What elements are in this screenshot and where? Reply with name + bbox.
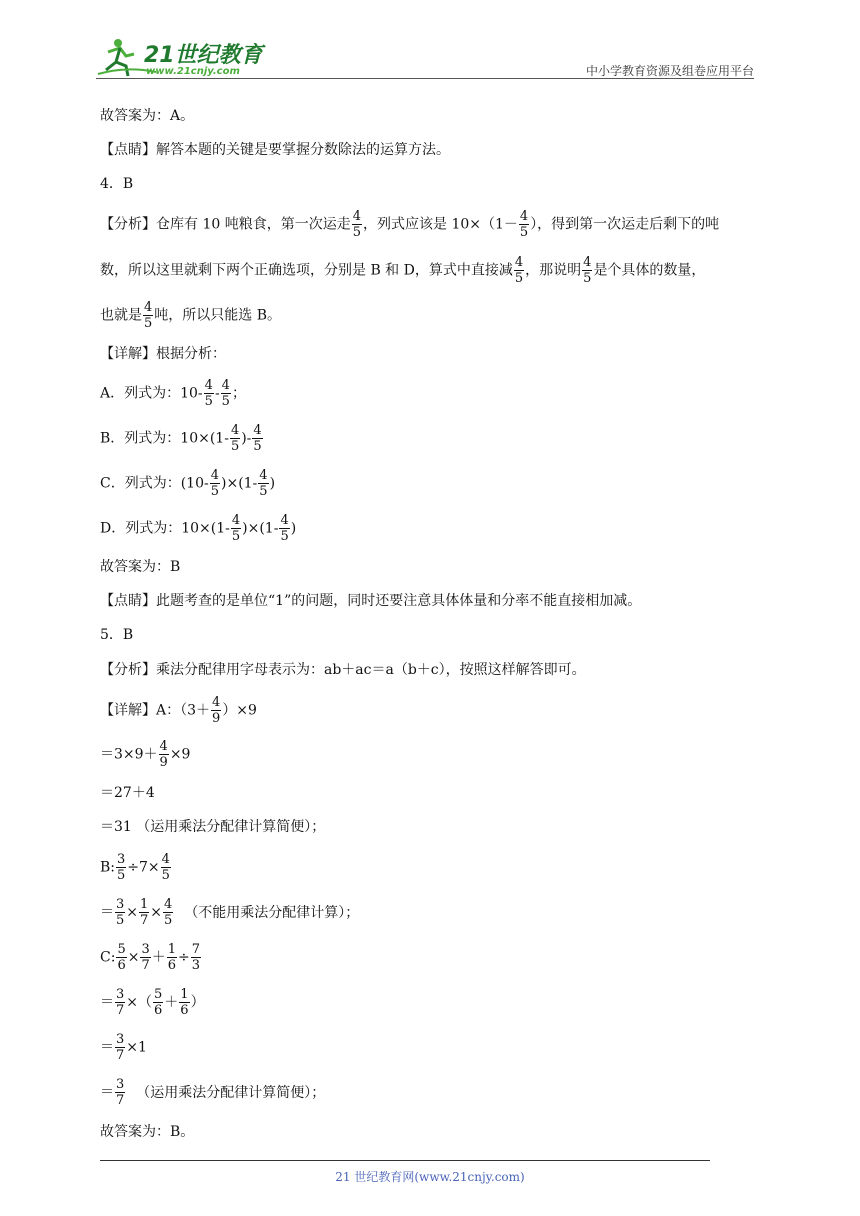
fraction: $\frac{5}{6}$ bbox=[117, 942, 126, 973]
logo-url: www.21cnjy.com bbox=[146, 66, 240, 77]
math-line: B: $\frac{3}{5}$ ÷7× $\frac{4}{5}$ bbox=[100, 852, 170, 883]
text: ，列式应该是 10×（1－ bbox=[363, 216, 518, 233]
fraction: $\frac{4}{5}$ bbox=[253, 423, 262, 454]
analysis-line bbox=[100, 255, 705, 286]
text: 数，所以这里就剩下两个正确选项，分别是 B 和 D，算式中直接减 bbox=[100, 262, 513, 279]
question-number: 4．B bbox=[100, 176, 134, 192]
text: 【分析】仓库有 10 吨粮食，第一次运走 bbox=[100, 216, 351, 233]
math-line: ＝ $\frac{3}{7}$ （运用乘法分配律计算简便）； bbox=[100, 1077, 326, 1108]
fraction: $\frac{4}{5}$ bbox=[583, 255, 592, 286]
fraction: $\frac{7}{3}$ bbox=[191, 942, 201, 973]
text: ，那说明 bbox=[525, 262, 582, 279]
text-line: 【点睛】此题考查的是单位“1”的问题，同时还要注意具体体量和分率不能直接相加减。 bbox=[100, 593, 642, 609]
fraction: $\frac{4}{5}$ bbox=[161, 852, 170, 883]
fraction: $\frac{4}{5}$ bbox=[210, 468, 219, 499]
logo-text: 21世纪教育 bbox=[144, 43, 263, 68]
question-number: 5．B bbox=[100, 627, 134, 643]
math-line: 【详解】A：（3＋ $\frac{4}{9}$ ）×9 bbox=[100, 695, 257, 726]
fraction: $\frac{4}{5}$ bbox=[231, 513, 241, 544]
fraction: $\frac{4}{9}$ bbox=[212, 695, 221, 726]
fraction: $\frac{3}{7}$ bbox=[116, 1077, 125, 1108]
fraction: $\frac{4}{5}$ bbox=[144, 300, 153, 331]
fraction: $\frac{4}{5}$ bbox=[514, 255, 524, 286]
fraction: $\frac{4}{5}$ bbox=[259, 468, 268, 499]
fraction: $\frac{4}{5}$ bbox=[352, 209, 361, 240]
fraction: $\frac{4}{5}$ bbox=[164, 897, 173, 928]
text: 也就是 bbox=[100, 307, 142, 324]
math-line: ＝ $\frac{3}{5}$ × $\frac{1}{7}$ × $\frac{4}{5}$ （不能用乘法分配律计算）； bbox=[100, 897, 360, 928]
fraction: $\frac{1}{7}$ bbox=[140, 897, 149, 928]
math-line: ＝31 （运用乘法分配律计算简便）； bbox=[100, 819, 326, 835]
analysis-line bbox=[100, 300, 281, 331]
math-line: ＝ $\frac{3}{7}$ ×1 bbox=[100, 1032, 147, 1063]
fraction: $\frac{4}{5}$ bbox=[519, 209, 529, 240]
text-line: 故答案为：B bbox=[100, 559, 181, 575]
math-line: ＝27＋4 bbox=[100, 785, 155, 801]
fraction: $\frac{1}{6}$ bbox=[180, 987, 189, 1018]
header-rule bbox=[96, 78, 754, 79]
text-line: 【分析】乘法分配律用字母表示为：ab＋ac＝a（b＋c），按照这样解答即可。 bbox=[100, 662, 586, 678]
footer-link[interactable]: 21 世纪教育网(www.21cnjy.com) bbox=[335, 1170, 525, 1184]
site-logo bbox=[96, 36, 266, 80]
math-line: C: $\frac{5}{6}$ × $\frac{3}{7}$ ＋ $\frac{1}{6}$ ÷ $\frac{7}{3}$ bbox=[100, 942, 201, 973]
fraction: $\frac{5}{6}$ bbox=[154, 987, 163, 1018]
text: ），得到第一次运走后剩下的吨 bbox=[530, 216, 720, 233]
fraction: $\frac{3}{7}$ bbox=[141, 942, 150, 973]
text-line: 【点睛】解答本题的关键是要掌握分数除法的运算方法。 bbox=[100, 142, 450, 158]
text-line: 故答案为：A。 bbox=[100, 108, 195, 124]
text: 吨，所以只能选 B。 bbox=[154, 307, 282, 324]
fraction: $\frac{3}{5}$ bbox=[116, 897, 125, 928]
text: 是个具体的数量， bbox=[593, 262, 706, 279]
fraction: $\frac{3}{7}$ bbox=[116, 987, 125, 1018]
analysis-line bbox=[100, 209, 719, 240]
fraction: $\frac{4}{5}$ bbox=[280, 513, 289, 544]
math-line: ＝3×9＋ $\frac{4}{9}$ ×9 bbox=[100, 739, 191, 770]
math-line: ＝ $\frac{3}{7}$ ×（ $\frac{5}{6}$ ＋ $\frac{1}{6}$ ） bbox=[100, 987, 205, 1018]
text-line: 故答案为：B。 bbox=[100, 1124, 195, 1140]
option-d-line: D．列式为：10×(1- $\frac{4}{5}$ )×(1- $\frac{4}{5}$ ) bbox=[100, 513, 297, 544]
option-a-line: A．列式为：10- $\frac{4}{5}$ - $\frac{4}{5}$ ； bbox=[100, 378, 246, 409]
fraction: $\frac{4}{5}$ bbox=[221, 378, 230, 409]
option-c-line: C．列式为：(10- $\frac{4}{5}$ )×(1- $\frac{4}{5}$ ) bbox=[100, 468, 276, 499]
fraction: $\frac{3}{7}$ bbox=[116, 1032, 125, 1063]
fraction: $\frac{4}{5}$ bbox=[230, 423, 240, 454]
fraction: $\frac{1}{6}$ bbox=[167, 942, 177, 973]
fraction: $\frac{4}{5}$ bbox=[204, 378, 213, 409]
fraction: $\frac{4}{9}$ bbox=[159, 739, 168, 770]
footer-rule bbox=[100, 1160, 710, 1161]
option-b-line: B．列式为：10×(1- $\frac{4}{5}$ )- $\frac{4}{5}$ bbox=[100, 423, 262, 454]
text-line: 【详解】根据分析： bbox=[100, 346, 226, 362]
header-platform-text: 中小学教育资源及组卷应用平台 bbox=[585, 64, 754, 78]
fraction: $\frac{3}{5}$ bbox=[117, 852, 126, 883]
